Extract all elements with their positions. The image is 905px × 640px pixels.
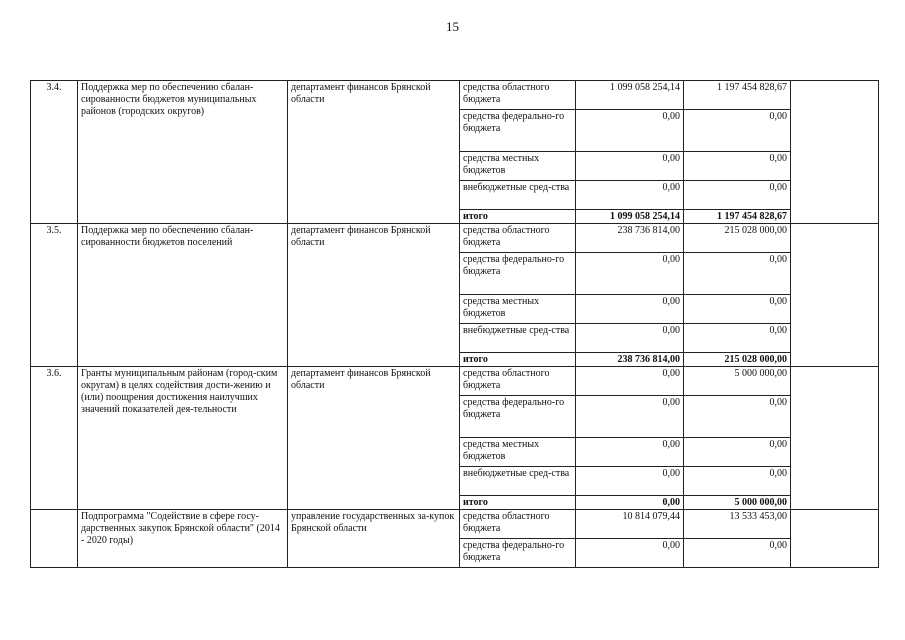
executor: департамент финансов Брянской области: [288, 224, 460, 367]
funding-source-total: итого: [460, 496, 576, 510]
amount-1: 0,00: [576, 152, 684, 181]
funding-source: средства федерально-го бюджета: [460, 253, 576, 295]
funding-source: средства местных бюджетов: [460, 295, 576, 324]
amount-2: 1 197 454 828,67: [684, 81, 791, 110]
total-2: 1 197 454 828,67: [684, 210, 791, 224]
amount-1: 10 814 079,44: [576, 510, 684, 539]
funding-source: средства областного бюджета: [460, 81, 576, 110]
amount-1: 0,00: [576, 396, 684, 438]
amount-2: 0,00: [684, 295, 791, 324]
amount-1: 238 736 814,00: [576, 224, 684, 253]
row-number: [31, 510, 78, 568]
subprogram-name: Подпрограмма "Содействие в сфере госу-дарственных закупок Брянской области" (2014 - 2020 годы): [78, 510, 288, 568]
amount-1: 0,00: [576, 295, 684, 324]
measure-name: Поддержка мер по обеспечению сбалан-сированности бюджетов поселений: [78, 224, 288, 367]
funding-source: средства местных бюджетов: [460, 152, 576, 181]
amount-2: 0,00: [684, 253, 791, 295]
amount-2: 0,00: [684, 467, 791, 496]
amount-1: 0,00: [576, 253, 684, 295]
row-number: 3.5.: [31, 224, 78, 367]
funding-source: внебюджетные сред-ства: [460, 324, 576, 353]
funding-source: внебюджетные сред-ства: [460, 467, 576, 496]
amount-2: 0,00: [684, 396, 791, 438]
empty-cell: [791, 510, 879, 568]
funding-source: средства федерально-го бюджета: [460, 396, 576, 438]
measure-name: Гранты муниципальным районам (город-ским округам) в целях содействия дости-жению и (или) поощрения достижения наилучших значений показателей дея-тельности: [78, 367, 288, 510]
funding-source: средства федерально-го бюджета: [460, 539, 576, 568]
amount-1: 0,00: [576, 181, 684, 210]
funding-source: средства федерально-го бюджета: [460, 110, 576, 152]
amount-2: 5 000 000,00: [684, 367, 791, 396]
funding-source: средства местных бюджетов: [460, 438, 576, 467]
table-row: [31, 81, 879, 110]
row-number: 3.4.: [31, 81, 78, 224]
amount-1: 0,00: [576, 110, 684, 152]
amount-2: 0,00: [684, 110, 791, 152]
executor: департамент финансов Брянской области: [288, 367, 460, 510]
table-row: [31, 224, 879, 253]
empty-cell: [791, 367, 879, 510]
total-2: 215 028 000,00: [684, 353, 791, 367]
amount-2: 0,00: [684, 152, 791, 181]
total-1: 0,00: [576, 496, 684, 510]
amount-2: 0,00: [684, 539, 791, 568]
funding-source: средства областного бюджета: [460, 367, 576, 396]
table-row: [31, 367, 879, 396]
amount-1: 1 099 058 254,14: [576, 81, 684, 110]
executor: департамент финансов Брянской области: [288, 81, 460, 224]
total-1: 238 736 814,00: [576, 353, 684, 367]
table-row: [31, 510, 879, 539]
measure-name: Поддержка мер по обеспечению сбалан-сированности бюджетов муниципальных районов (городских округов): [78, 81, 288, 224]
amount-1: 0,00: [576, 539, 684, 568]
empty-cell: [791, 81, 879, 224]
empty-cell: [791, 224, 879, 367]
total-1: 1 099 058 254,14: [576, 210, 684, 224]
funding-source: внебюджетные сред-ства: [460, 181, 576, 210]
funding-source: средства областного бюджета: [460, 224, 576, 253]
amount-1: 0,00: [576, 324, 684, 353]
total-2: 5 000 000,00: [684, 496, 791, 510]
amount-2: 0,00: [684, 324, 791, 353]
row-number: 3.6.: [31, 367, 78, 510]
funding-source-total: итого: [460, 353, 576, 367]
funding-source-total: итого: [460, 210, 576, 224]
amount-1: 0,00: [576, 438, 684, 467]
funding-source: средства областного бюджета: [460, 510, 576, 539]
amount-2: 13 533 453,00: [684, 510, 791, 539]
amount-2: 0,00: [684, 438, 791, 467]
budget-table: [30, 80, 879, 568]
amount-2: 0,00: [684, 181, 791, 210]
amount-1: 0,00: [576, 467, 684, 496]
executor: управление государственных за-купок Брянской области: [288, 510, 460, 568]
amount-2: 215 028 000,00: [684, 224, 791, 253]
page-number: 15: [446, 19, 459, 34]
amount-1: 0,00: [576, 367, 684, 396]
